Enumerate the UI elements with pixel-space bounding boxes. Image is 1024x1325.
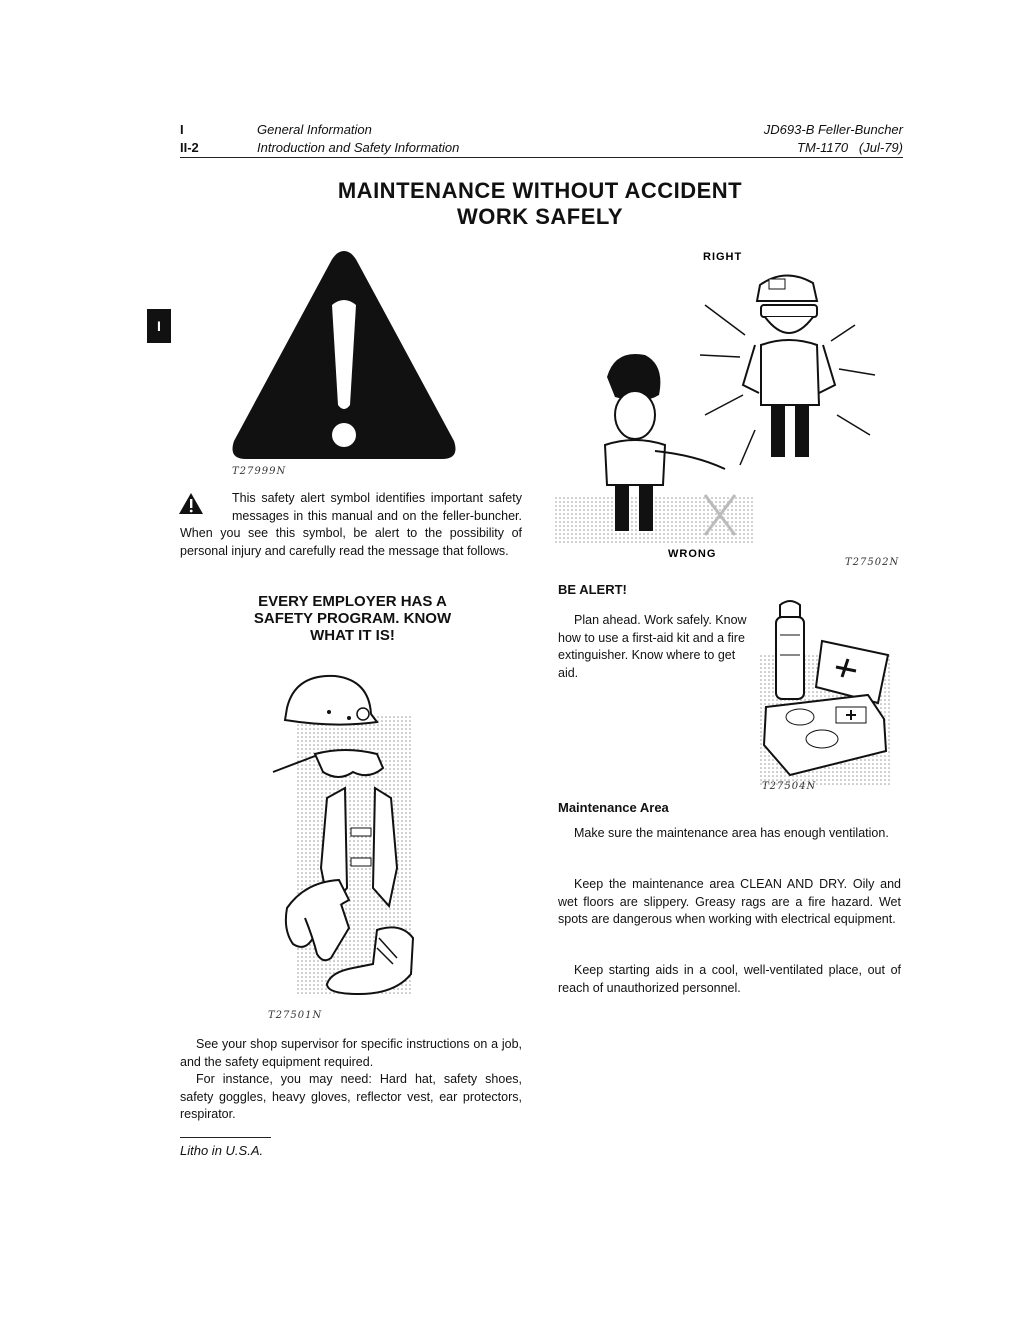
section-tab-label: I [157, 318, 161, 334]
right-label: RIGHT [703, 251, 743, 263]
page-number: II-2 [180, 140, 199, 155]
program-callout-line-1: EVERY EMPLOYER HAS A [258, 593, 447, 610]
instance-paragraph [180, 1071, 522, 1124]
litho-note: Litho in U.S.A. [180, 1143, 264, 1158]
wrong-worker-figure [555, 354, 755, 545]
right-wrong-illustration [555, 245, 900, 570]
header-rule [180, 157, 903, 158]
section-tab [147, 309, 171, 343]
be-alert-text: Plan ahead. Work safely. Know how to use a first-aid kit and a fire extinguisher. Know where to get aid. [558, 613, 747, 680]
alert-paragraph [180, 490, 522, 560]
maintenance-text-3: Keep starting aids in a cool, well-ventilated place, out of reach of unauthorized personnel. [558, 963, 901, 995]
right-wrong-figure-code: T27502N [845, 557, 900, 568]
maintenance-text-1: Make sure the maintenance area has enough ventilation. [574, 826, 889, 840]
maintenance-paragraph-3 [558, 962, 901, 997]
program-callout-line-2: SAFETY PROGRAM. KNOW [253, 610, 452, 627]
title-line-2: WORK SAFELY [456, 204, 624, 229]
firstaid-figure-code: T27504N [762, 781, 817, 792]
safety-alert-triangle-icon [228, 245, 460, 467]
maintenance-text-2: Keep the maintenance area CLEAN AND DRY. Oily and wet floors are slippery. Greasy rags are a fire hazard. Wet spots are dangerous when working with electrical equipment. [558, 877, 901, 926]
safety-equipment-illustration [265, 668, 415, 1013]
program-callout [215, 593, 490, 644]
wrong-label: WRONG [668, 548, 717, 560]
maintenance-area-heading: Maintenance Area [558, 800, 669, 815]
be-alert-paragraph [558, 612, 748, 682]
footer-rule [180, 1137, 271, 1138]
supervisor-text: See your shop supervisor for specific instructions on a job, and the safety equipment required. [180, 1037, 522, 1069]
alert-text: This safety alert symbol identifies important safety messages in this manual and on the feller-buncher. When you see this symbol, be alert to the possibility of personal injury and carefully read the message that follows. [180, 491, 522, 558]
right-worker-figure [700, 275, 875, 465]
program-callout-line-3: WHAT IT IS! [310, 627, 395, 644]
equipment-figure-code: T27501N [268, 1010, 323, 1021]
machine-model: JD693-B Feller-Buncher [763, 122, 903, 137]
subsection-title: Introduction and Safety Information [257, 140, 460, 155]
maintenance-paragraph-2 [558, 876, 901, 929]
firstaid-extinguisher-illustration [760, 595, 892, 790]
be-alert-heading: BE ALERT! [558, 582, 627, 597]
alert-figure-code: T27999N [232, 466, 287, 477]
instance-text: For instance, you may need: Hard hat, safety shoes, safety goggles, heavy gloves, reflector vest, ear protectors, respirator. [180, 1072, 522, 1121]
title-line-1: MAINTENANCE WITHOUT ACCIDENT [337, 178, 743, 203]
maintenance-paragraph-1 [558, 825, 901, 843]
section-number: I [180, 122, 184, 137]
section-title: General Information [257, 122, 372, 137]
manual-number: TM-1170 (Jul-79) [797, 140, 903, 155]
supervisor-paragraph [180, 1036, 522, 1071]
page-title [250, 178, 830, 230]
